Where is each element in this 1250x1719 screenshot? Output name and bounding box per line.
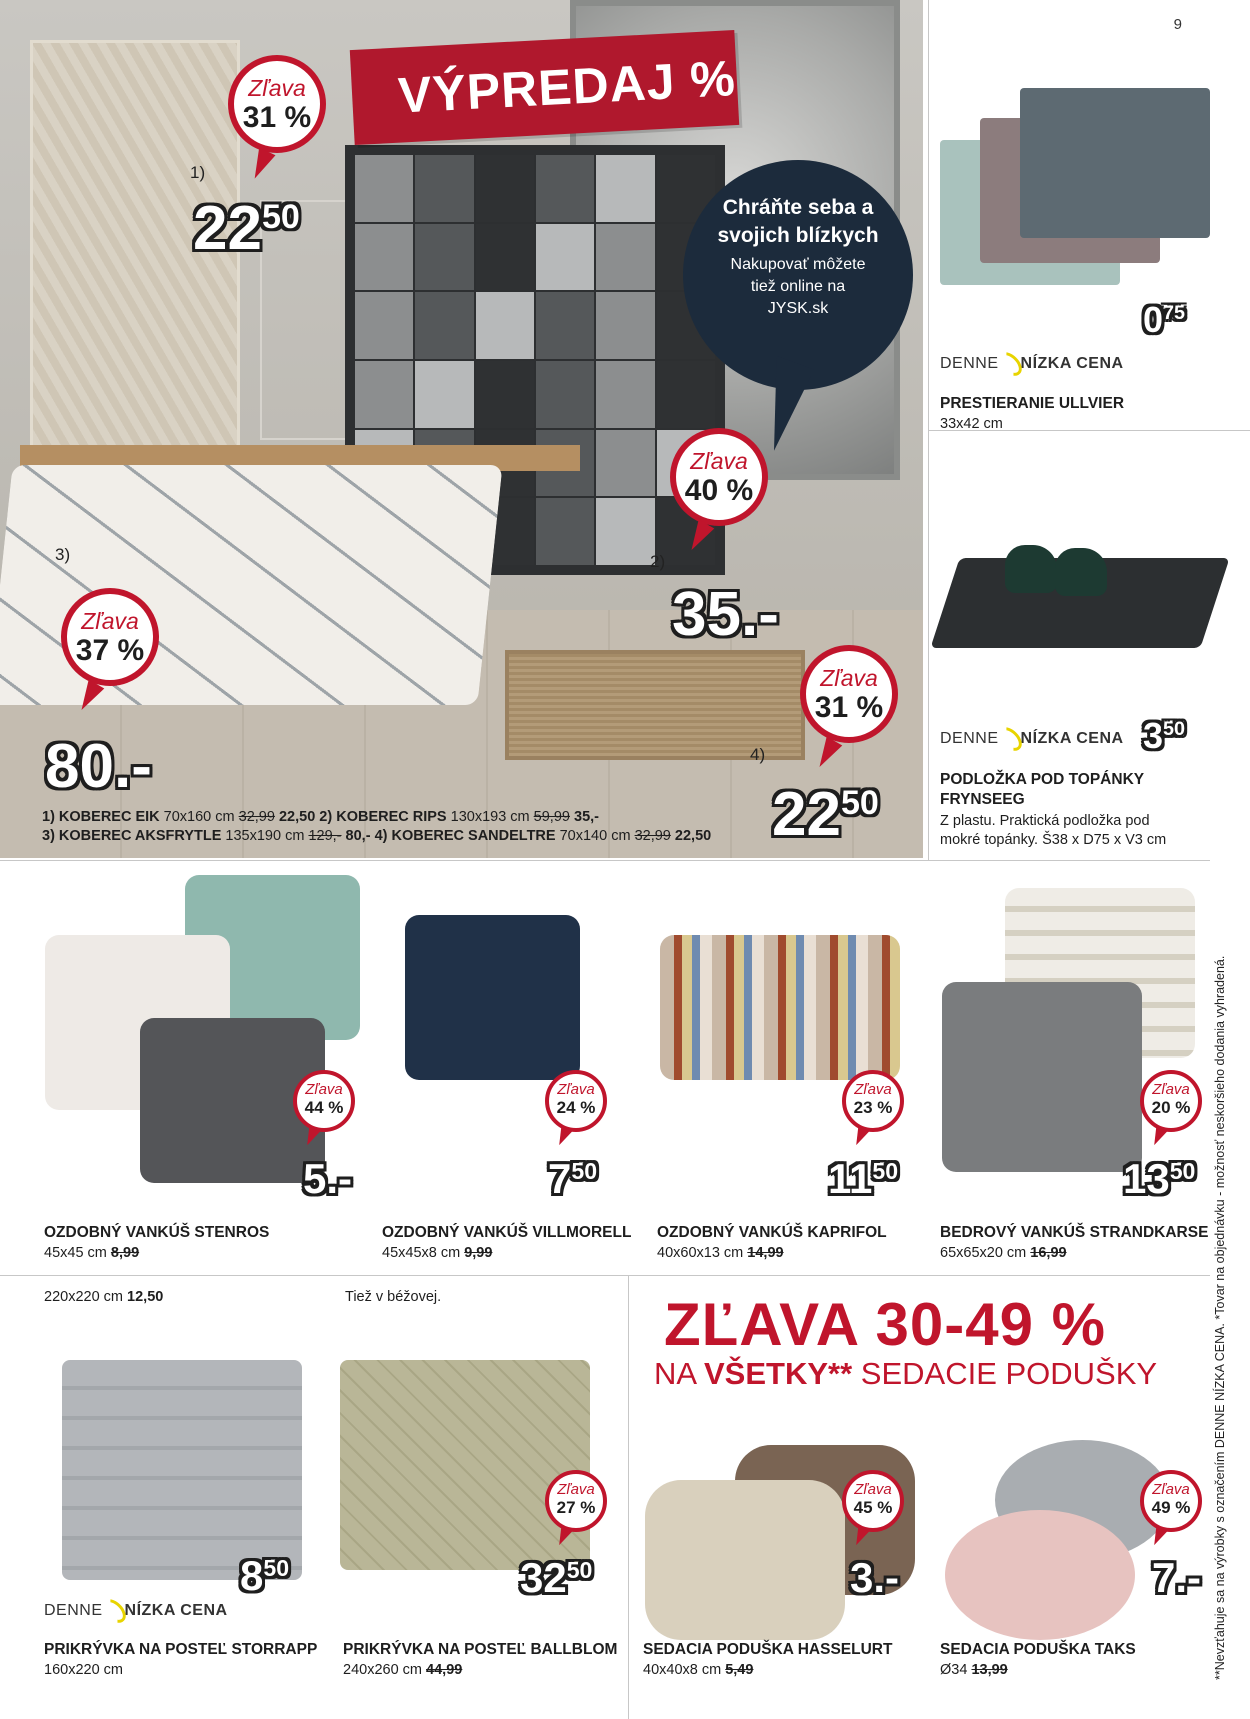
denne-arc-icon xyxy=(993,723,1026,756)
page-number: 9 xyxy=(1173,16,1182,33)
price-storrapp xyxy=(240,1552,290,1599)
discount-bubble-rips xyxy=(670,428,768,526)
price-cents: 50 xyxy=(571,1158,598,1184)
cushions-subheadline xyxy=(654,1356,1157,1392)
denne-text: DENNE xyxy=(44,1602,103,1619)
price-cents: 50 xyxy=(263,1555,290,1581)
discount-value: 37 % xyxy=(75,634,145,667)
bubble-tail xyxy=(554,1126,572,1147)
nizka-cena-text: NÍZKA CENA xyxy=(1020,355,1124,372)
caption-new-price: 22,50 xyxy=(674,828,712,844)
discount-bubble-stenros xyxy=(293,1070,355,1132)
old-price: 13,99 xyxy=(971,1662,1008,1678)
marker-2: 2) xyxy=(650,552,666,571)
price-main: 7 xyxy=(548,1155,572,1202)
discount-label: Zľava xyxy=(690,448,748,474)
product-name-strandkarse: BEDROVÝ VANKÚŠ STRANDKARSE xyxy=(940,1224,1209,1241)
nizka-cena-text: NÍZKA CENA xyxy=(1020,730,1124,747)
rugs-caption-line-2 xyxy=(42,827,711,846)
size-text: 40x60x13 cm xyxy=(657,1245,744,1261)
caption-new-price: 80,- xyxy=(345,828,371,844)
throw-olive-image xyxy=(340,1360,590,1570)
discount-value: 45 % xyxy=(853,1498,893,1517)
nizka-cena-text: NÍZKA CENA xyxy=(124,1602,228,1619)
denne-arc-icon xyxy=(97,1595,130,1628)
caption-text: 2) KOBEREC RIPS xyxy=(319,809,447,825)
sale-banner xyxy=(350,30,739,145)
size-text: 45x45 cm xyxy=(44,1245,107,1261)
price-rips: 35.- xyxy=(672,580,779,649)
product-size-kaprifol xyxy=(657,1244,784,1263)
shoe-image xyxy=(1055,548,1107,596)
safety-text-2: tiež online na xyxy=(750,278,846,295)
discount-label: Zľava xyxy=(248,75,306,101)
legal-footnote-text: **Nevzťahuje sa na výrobky s označením DENNE NÍZKA CENA. *Tovar na objednávku - možnosť neskoršieho dodania vyhradená. xyxy=(1213,955,1227,1680)
product-size-ullvier: 33x42 cm xyxy=(940,416,1003,432)
price-cents: 50 xyxy=(840,784,879,822)
discount-bubble-sandeltre xyxy=(800,645,898,743)
caption-text: 130x193 cm xyxy=(450,809,530,825)
product-size-villmorell xyxy=(382,1244,492,1263)
row-divider xyxy=(0,1275,1210,1276)
product-name-stenros: OZDOBNÝ VANKÚŠ STENROS xyxy=(44,1224,270,1241)
throw-gray-image xyxy=(62,1360,302,1580)
price-main: 32 xyxy=(520,1554,567,1601)
discount-label: Zľava xyxy=(820,665,878,691)
discount-value: 20 % xyxy=(1151,1098,1191,1117)
subheadline-bold: VŠETKY** xyxy=(703,1356,853,1391)
old-price: 8,99 xyxy=(110,1245,140,1261)
column-divider xyxy=(628,1276,629,1719)
rugs-caption xyxy=(42,808,711,846)
discount-bubble-aksfrytle xyxy=(61,588,159,686)
product-size-storrapp: 160x220 cm xyxy=(44,1662,123,1678)
caption-text: 70x140 cm xyxy=(559,828,631,844)
discount-bubble-ballblom xyxy=(545,1470,607,1532)
price-main: 22 xyxy=(772,780,841,849)
caption-new-price: 35,- xyxy=(574,809,599,825)
discount-bubble-strandkarse xyxy=(1140,1070,1202,1132)
ballblom-note: Tiež v béžovej. xyxy=(345,1289,442,1305)
price-cents: 50 xyxy=(872,1158,899,1184)
product-name-storrapp: PRIKRÝVKA NA POSTEĽ STORRAPP xyxy=(44,1641,318,1658)
cushion-beige-image xyxy=(645,1480,845,1640)
safety-heading-2: svojich blízkych xyxy=(717,224,879,247)
pillow-navy-image xyxy=(405,915,580,1080)
caption-old-price: 129,- xyxy=(308,828,342,844)
discount-value: 44 % xyxy=(304,1098,344,1117)
cushions-headline: ZĽAVA 30-49 % xyxy=(664,1291,1106,1358)
product-name-ballblom: PRIKRÝVKA NA POSTEĽ BALLBLOM xyxy=(343,1641,618,1658)
old-price: 9,99 xyxy=(464,1245,493,1261)
price-cents: 75 xyxy=(1163,302,1186,324)
size-text: 65x65x20 cm xyxy=(940,1245,1027,1261)
discount-label: Zľava xyxy=(1152,1481,1190,1498)
discount-bubble-villmorell xyxy=(545,1070,607,1132)
discount-label: Zľava xyxy=(1152,1081,1190,1098)
discount-value: 23 % xyxy=(853,1098,893,1117)
price-cents: 50 xyxy=(1169,1158,1196,1184)
marker-3: 3) xyxy=(55,545,71,564)
denne-logo xyxy=(940,350,1124,378)
discount-label: Zľava xyxy=(854,1481,892,1498)
size-text: 240x260 cm xyxy=(343,1662,422,1678)
price-frynseeg xyxy=(1143,715,1186,756)
discount-label: Zľava xyxy=(81,608,139,634)
product-size-strandkarse xyxy=(940,1244,1067,1263)
price-cents: 50 xyxy=(1163,718,1186,740)
price-sandeltre xyxy=(772,780,879,849)
discount-bubble-hasselurt xyxy=(842,1470,904,1532)
safety-heading-1: Chráňte seba a xyxy=(722,196,874,219)
discount-value: 31 % xyxy=(242,101,312,134)
old-price: 16,99 xyxy=(1030,1245,1067,1261)
price-ullvier xyxy=(1143,299,1186,340)
product-name-ullvier: PRESTIERANIE ULLVIER xyxy=(940,395,1125,412)
old-price: 44,99 xyxy=(426,1662,463,1678)
price-main: 0 xyxy=(1143,299,1164,340)
price-main: 3 xyxy=(1143,715,1164,756)
discount-bubble-kaprifol xyxy=(842,1070,904,1132)
product-name-villmorell: OZDOBNÝ VANKÚŠ VILLMORELL xyxy=(382,1224,632,1241)
product-size-stenros xyxy=(44,1244,139,1263)
pillow-gray-image xyxy=(942,982,1142,1172)
product-name-frynseeg xyxy=(940,770,1144,810)
subheadline-text: NA xyxy=(654,1356,696,1391)
discount-label: Zľava xyxy=(557,1081,595,1098)
caption-new-price: 22,50 xyxy=(278,809,316,825)
note-price: 12,50 xyxy=(127,1289,164,1305)
product-desc-line: mokré topánky. Š38 x D75 x V3 cm xyxy=(940,832,1167,848)
product-name-line: FRYNSEEG xyxy=(940,791,1025,808)
discount-label: Zľava xyxy=(854,1081,892,1098)
price-main: 8 xyxy=(240,1552,264,1599)
bubble-tail xyxy=(1149,1126,1167,1147)
denne-text: DENNE xyxy=(940,730,999,747)
size-text: 45x45x8 cm xyxy=(382,1245,461,1261)
price-aksfrytle: 80.- xyxy=(45,732,152,801)
pillow-striped-image xyxy=(660,935,900,1080)
placemat-gray xyxy=(1020,88,1210,238)
sale-banner-text: VÝPREDAJ % xyxy=(396,49,738,124)
denne-arc-icon xyxy=(993,348,1026,381)
marker-1: 1) xyxy=(190,163,206,182)
denne-text: DENNE xyxy=(940,355,999,372)
size-text: 220x220 cm xyxy=(44,1289,123,1305)
discount-label: Zľava xyxy=(557,1481,595,1498)
price-main: 13 xyxy=(1123,1155,1170,1202)
price-main: 22 xyxy=(193,194,262,263)
safety-link[interactable]: JYSK.sk xyxy=(767,300,829,317)
caption-text: 70x160 cm xyxy=(163,809,235,825)
caption-text: 135x190 cm xyxy=(225,828,305,844)
storrapp-size-note xyxy=(44,1288,163,1307)
denne-logo xyxy=(940,725,1124,753)
product-name-kaprifol: OZDOBNÝ VANKÚŠ KAPRIFOL xyxy=(657,1224,887,1241)
caption-text: 4) KOBEREC SANDELTRE xyxy=(374,828,556,844)
safety-text-1: Nakupovať môžete xyxy=(730,256,866,273)
price-taks: 7.- xyxy=(1152,1554,1202,1601)
safety-bubble xyxy=(683,160,913,390)
size-text: Ø34 xyxy=(940,1662,968,1678)
product-desc-line: Z plastu. Praktická podložka pod xyxy=(940,813,1150,829)
product-name-hasselurt: SEDACIA PODUŠKA HASSELURT xyxy=(643,1641,893,1658)
caption-old-price: 59,99 xyxy=(533,809,570,825)
discount-bubble-taks xyxy=(1140,1470,1202,1532)
bubble-tail xyxy=(851,1126,869,1147)
shoe-image xyxy=(1005,545,1057,593)
discount-value: 31 % xyxy=(814,691,884,724)
marker-4: 4) xyxy=(750,745,766,764)
rug-sandeltre-image xyxy=(505,650,805,760)
discount-label: Zľava xyxy=(305,1081,343,1098)
price-cents: 50 xyxy=(566,1557,593,1583)
product-name-line: PODLOŽKA POD TOPÁNKY xyxy=(940,771,1145,788)
product-name-taks: SEDACIA PODUŠKA TAKS xyxy=(940,1641,1136,1658)
denne-logo xyxy=(44,1597,228,1625)
legal-footnote xyxy=(1211,770,1231,1680)
old-price: 14,99 xyxy=(747,1245,784,1261)
price-cents: 50 xyxy=(261,198,300,236)
discount-value: 40 % xyxy=(684,474,754,507)
caption-old-price: 32,99 xyxy=(238,809,275,825)
price-eik xyxy=(193,194,300,263)
size-text: 40x40x8 cm xyxy=(643,1662,722,1678)
cushion-pink-fur-image xyxy=(945,1510,1135,1640)
caption-text: 3) KOBEREC AKSFRYTLE xyxy=(42,828,222,844)
price-stenros: 5.- xyxy=(303,1155,353,1202)
price-main: 11 xyxy=(828,1155,873,1202)
rugs-caption-line-1 xyxy=(42,808,711,827)
price-villmorell xyxy=(548,1155,598,1202)
caption-old-price: 32,99 xyxy=(634,828,671,844)
subheadline-text: SEDACIE PODUŠKY xyxy=(860,1356,1158,1391)
price-hasselurt: 3.- xyxy=(850,1554,900,1601)
discount-value: 49 % xyxy=(1151,1498,1191,1517)
price-kaprifol xyxy=(828,1155,899,1202)
caption-text: 1) KOBEREC EIK xyxy=(42,809,160,825)
price-strandkarse xyxy=(1123,1155,1196,1202)
product-size-taks xyxy=(940,1661,1008,1680)
product-size-ballblom xyxy=(343,1661,462,1680)
product-desc-frynseeg xyxy=(940,812,1166,850)
discount-bubble-eik xyxy=(228,55,326,153)
row-divider xyxy=(0,860,1210,861)
product-size-hasselurt xyxy=(643,1661,753,1680)
old-price: 5,49 xyxy=(725,1662,754,1678)
discount-value: 24 % xyxy=(556,1098,596,1117)
price-ballblom xyxy=(520,1554,593,1601)
discount-value: 27 % xyxy=(556,1498,596,1517)
